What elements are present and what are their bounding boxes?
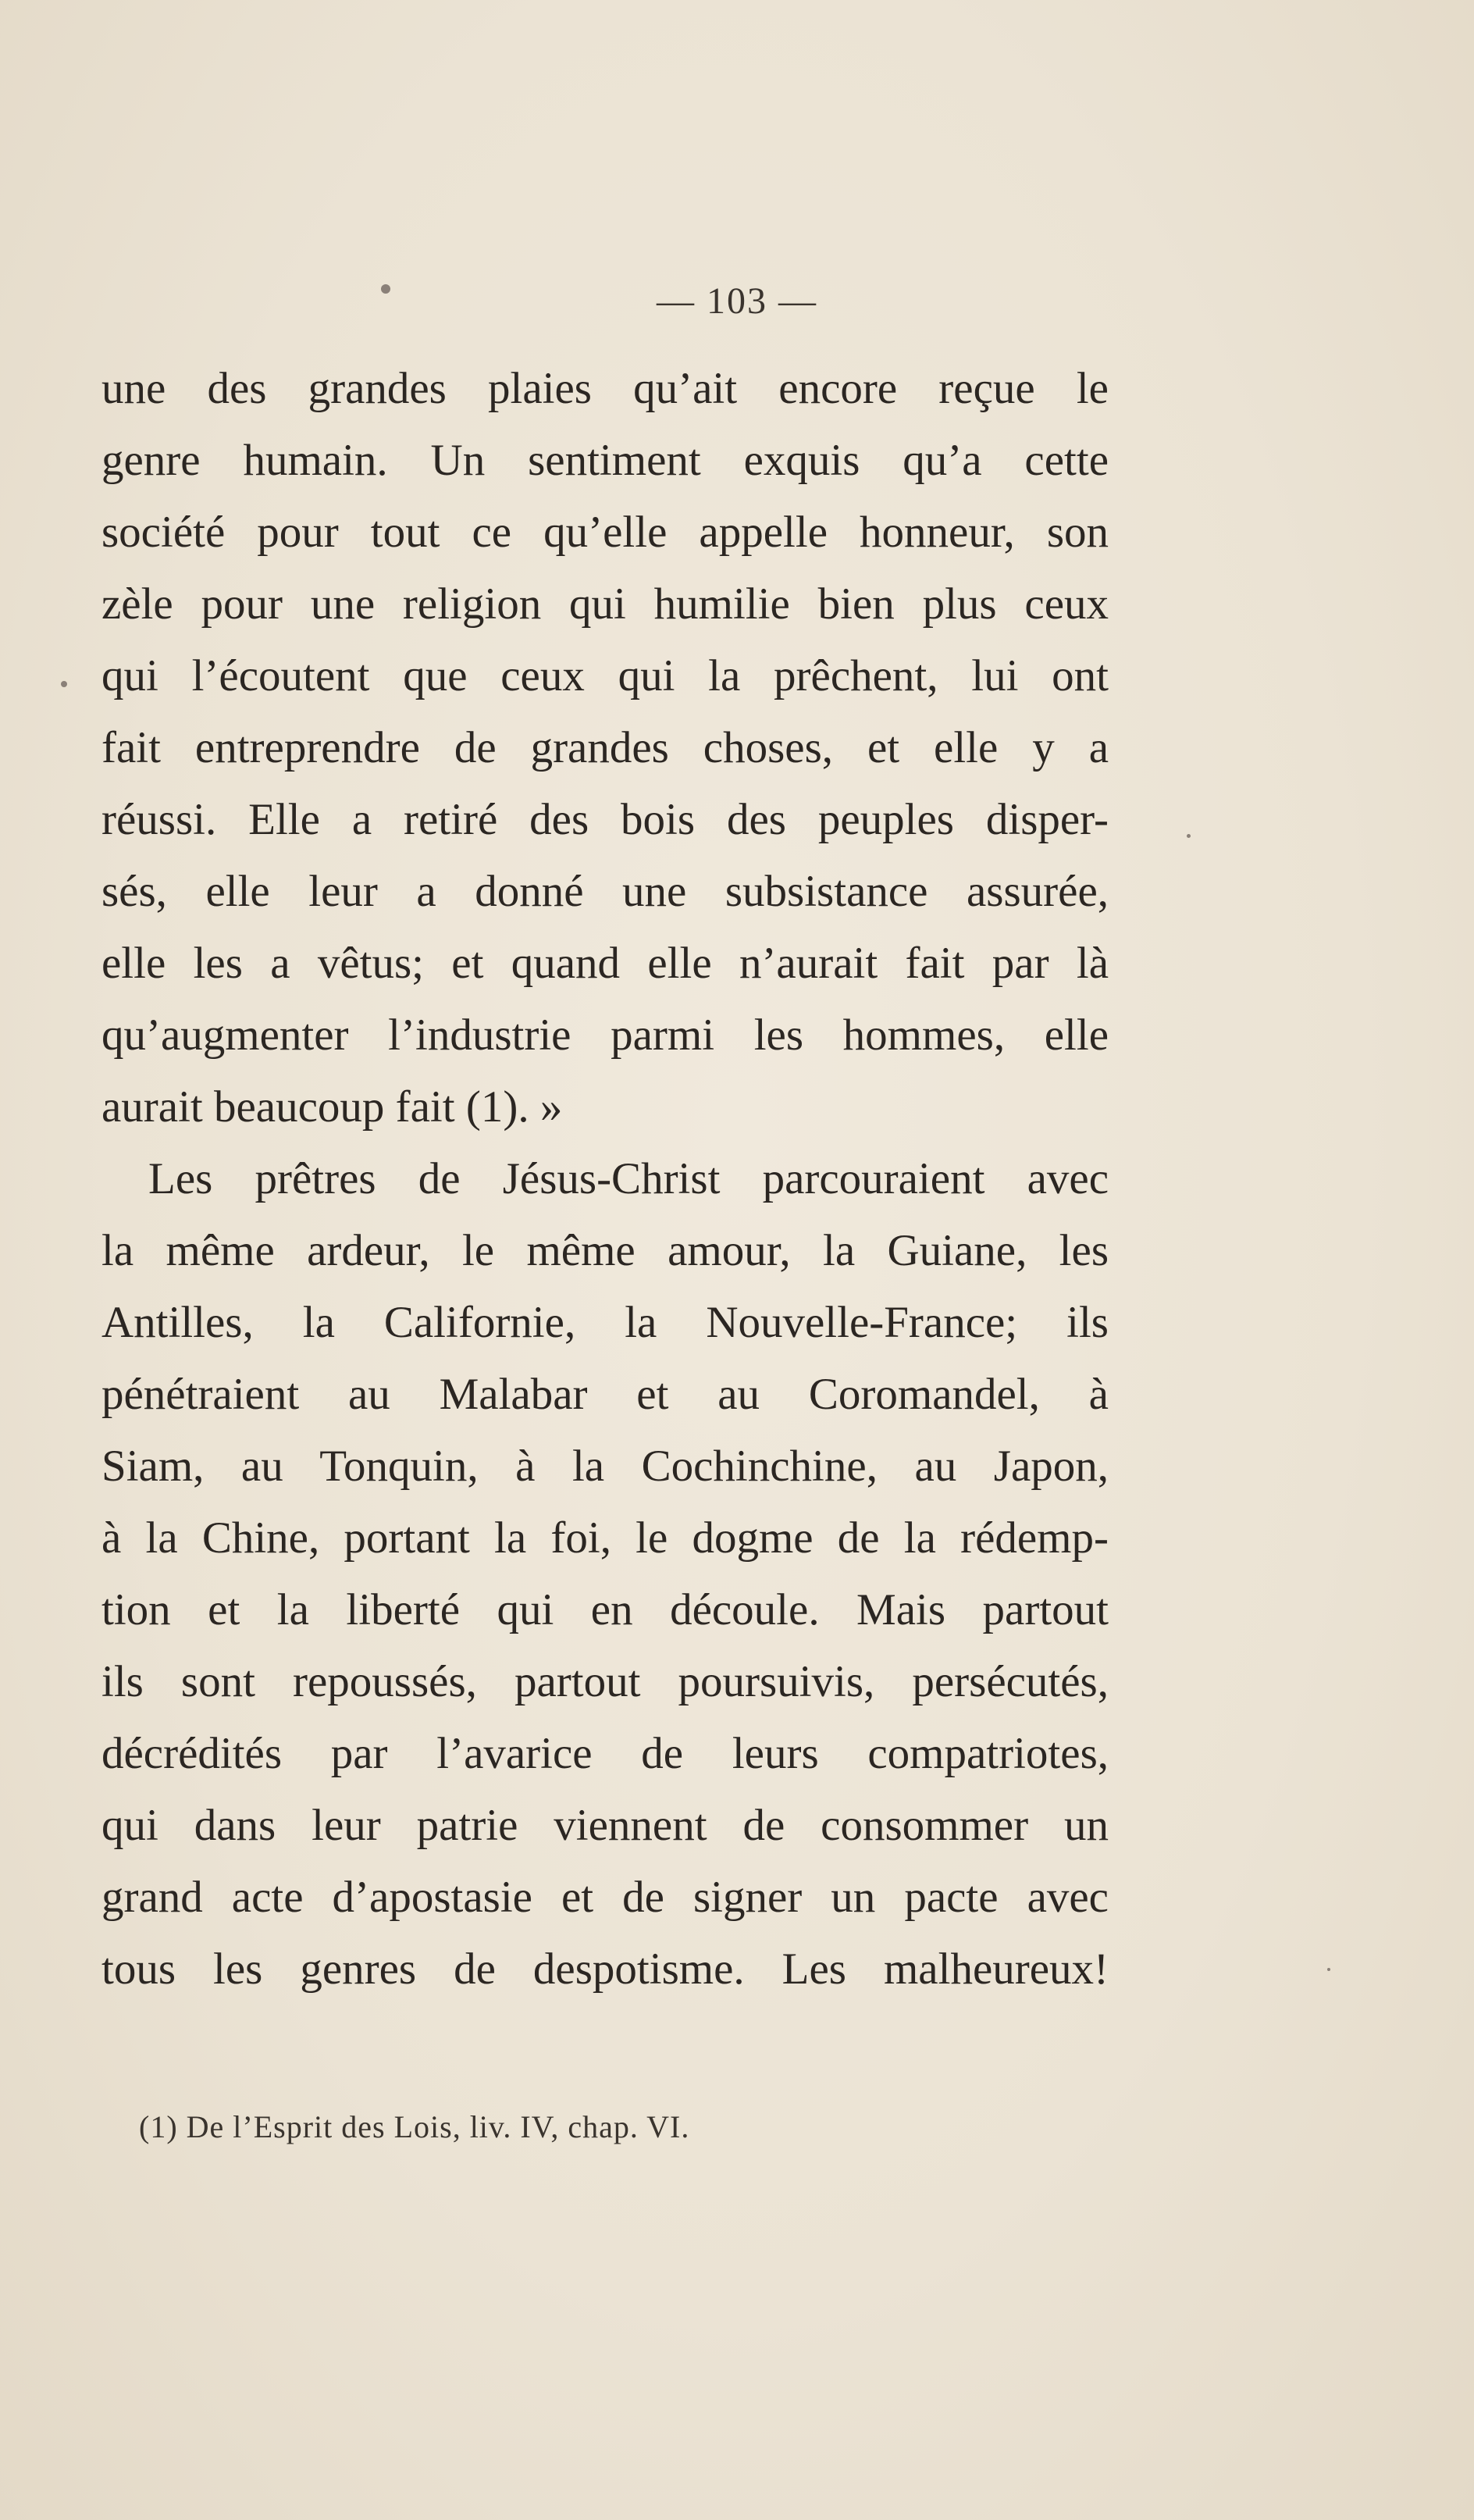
text-line: tous les genres de despotisme. Les malheureux! — [101, 1944, 1109, 1994]
paper-speck — [1187, 834, 1191, 838]
text-line: à la Chine, portant la foi, le dogme de la rédemp- — [101, 1513, 1109, 1563]
text-line: une des grandes plaies qu’ait encore reçue le — [101, 364, 1109, 413]
text-line: société pour tout ce qu’elle appelle honneur, son — [101, 508, 1109, 557]
paper-speck — [61, 681, 67, 687]
text-line: qui dans leur patrie viennent de consommer un — [101, 1801, 1109, 1850]
text-line: tion et la liberté qui en découle. Mais partout — [101, 1585, 1109, 1634]
paper-speck — [1327, 1968, 1330, 1971]
text-line: Siam, au Tonquin, à la Cochinchine, au Japon, — [101, 1442, 1109, 1491]
body-text — [101, 353, 1109, 2005]
text-line: la même ardeur, le même amour, la Guiane, les — [101, 1226, 1109, 1275]
paper-speck — [381, 284, 390, 294]
text-line: pénétraient au Malabar et au Coromandel, à — [101, 1370, 1109, 1419]
page-number: — 103 — — [657, 280, 817, 322]
text-line: réussi. Elle a retiré des bois des peuples disper- — [101, 795, 1109, 844]
text-line: grand acte d’apostasie et de signer un pacte avec — [101, 1873, 1109, 1922]
text-line: zèle pour une religion qui humilie bien plus ceux — [101, 579, 1109, 629]
text-line: Antilles, la Californie, la Nouvelle-France; ils — [101, 1298, 1109, 1347]
text-line: elle les a vêtus; et quand elle n’aurait fait par là — [101, 939, 1109, 988]
footnote: (1) De l’Esprit des Lois, liv. IV, chap. VI. — [139, 2109, 690, 2144]
text-line: décrédités par l’avarice de leurs compatriotes, — [101, 1729, 1109, 1778]
text-line: sés, elle leur a donné une subsistance assurée, — [101, 867, 1109, 916]
text-line: Les prêtres de Jésus-Christ parcouraient avec — [148, 1154, 1109, 1203]
text-line: ils sont repoussés, partout poursuivis, persécutés, — [101, 1657, 1109, 1706]
text-line: qui l’écoutent que ceux qui la prêchent, lui ont — [101, 651, 1109, 700]
text-line: genre humain. Un sentiment exquis qu’a cette — [101, 436, 1109, 485]
text-line: fait entreprendre de grandes choses, et elle y a — [101, 723, 1109, 772]
text-line: qu’augmenter l’industrie parmi les hommes, elle — [101, 1010, 1109, 1060]
text-line: aurait beaucoup fait (1). » — [101, 1082, 563, 1132]
